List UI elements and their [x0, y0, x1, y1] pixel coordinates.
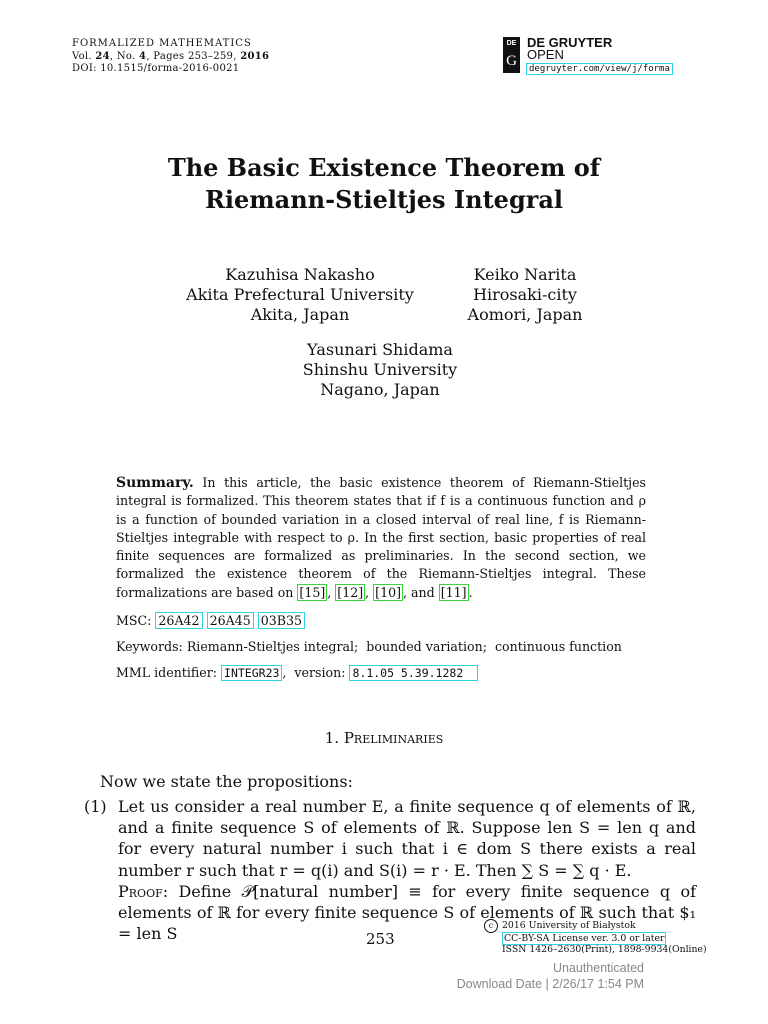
- journal-header: [72, 38, 269, 76]
- msc-label: MSC:: [116, 613, 152, 628]
- msc-line: [116, 613, 305, 629]
- page-number: 253: [366, 930, 395, 948]
- mml-version-label: , version:: [282, 665, 346, 680]
- proof-text: Define 𝒫[natural number] ≡ for every finite sequence q of elements of ℝ for every finite sequence S of elements of ℝ such that $₁ = len S: [118, 881, 696, 944]
- journal-name: FORMALIZED MATHEMATICS: [72, 38, 252, 49]
- author-affiliation: Shinshu University: [302, 360, 458, 379]
- summary-paragraph: [116, 474, 646, 602]
- publisher-url-link[interactable]: degruyter.com/view/j/forma: [526, 63, 673, 75]
- logo-de: DE: [506, 40, 517, 47]
- proof-label: Proof:: [118, 881, 169, 901]
- publisher-name-line2: OPEN: [527, 47, 564, 62]
- paper-title: [0, 152, 768, 216]
- license-link[interactable]: CC-BY-SA License ver. 3.0 or later: [504, 933, 665, 944]
- copyright-block: [484, 919, 707, 955]
- keywords-text: Riemann-Stieltjes integral; bounded variation; continuous function: [186, 639, 622, 654]
- author-block-1: [150, 265, 450, 325]
- copyright-line1: [484, 919, 707, 933]
- summary-text: In this article, the basic existence theorem of Riemann-Stieltjes integral is formalized. This theorem states that if f is a continuous function and ρ is a function of bounded variation in a closed interval of real line, f is Riemann-Stieltjes integrable with respect to ρ. In the first section, basic properties of real finite sequences are formalized as preliminaries. In the second section, we formalized the existence theorem of the Riemann-Stieltjes integral. These formalizations are based on: [116, 475, 646, 600]
- vol-number: 24: [95, 50, 110, 62]
- copyright-holder: 2016 University of Białystok: [502, 920, 636, 931]
- citation-link[interactable]: [11]: [440, 584, 467, 600]
- citation-link[interactable]: [10]: [375, 584, 402, 600]
- keywords-label: Keywords:: [116, 639, 183, 654]
- download-footer: [448, 960, 644, 992]
- page-range: , Pages 253–259,: [146, 50, 237, 62]
- msc-code-link[interactable]: 26A45: [207, 612, 254, 629]
- mml-line: [116, 665, 478, 681]
- msc-code-link[interactable]: 03B35: [258, 612, 305, 629]
- issn: ISSN 1426–2630(Print), 1898-9934(Online): [502, 944, 707, 955]
- section-number: 1.: [324, 729, 340, 747]
- author-name: Kazuhisa Nakasho: [225, 265, 375, 284]
- journal-volume-line: [72, 51, 269, 64]
- author-block-2: [425, 265, 625, 325]
- summary-label: Summary.: [116, 475, 194, 491]
- publisher-logo: [503, 37, 520, 73]
- logo-g: G: [506, 53, 517, 69]
- keywords-line: [116, 639, 622, 655]
- footer-download-date: Download Date | 2/26/17 1:54 PM: [456, 977, 644, 991]
- citation-link[interactable]: [15]: [299, 584, 326, 600]
- separator: ,: [365, 584, 374, 600]
- separator: , and: [403, 584, 439, 600]
- title-line2: Riemann-Stieltjes Integral: [204, 185, 564, 214]
- doi: DOI: 10.1515/forma-2016-0021: [72, 63, 240, 74]
- author-block-3: [230, 340, 530, 400]
- intro-sentence: Now we state the propositions:: [100, 772, 353, 791]
- proposition-number: (1): [84, 797, 107, 816]
- period: .: [468, 584, 473, 600]
- author-affiliation: Hirosaki-city: [473, 285, 577, 304]
- footer-status: Unauthenticated: [552, 961, 644, 975]
- mml-id-link[interactable]: INTEGR23: [221, 665, 282, 681]
- msc-code-link[interactable]: 26A42: [155, 612, 202, 629]
- author-name: Keiko Narita: [473, 265, 577, 284]
- section-title: Preliminaries: [343, 729, 444, 747]
- section-heading: [0, 729, 768, 747]
- year: 2016: [240, 50, 270, 62]
- mml-label: MML identifier:: [116, 665, 218, 680]
- no-prefix: , No.: [109, 50, 136, 62]
- mml-version-link[interactable]: 8.1.05 5.39.1282: [349, 665, 478, 681]
- vol-prefix: Vol.: [72, 50, 92, 62]
- publisher-name-line1: DE GRUYTER: [527, 35, 613, 50]
- author-name: Yasunari Shidama: [307, 340, 453, 359]
- publisher-name: [527, 37, 612, 61]
- citation-link[interactable]: [12]: [337, 584, 364, 600]
- separator: ,: [327, 584, 336, 600]
- author-affiliation: Akita Prefectural University: [186, 285, 414, 304]
- proposition-statement: Let us consider a real number E, a finite sequence q of elements of ℝ, and a finite sequence S of elements of ℝ. Suppose len S = len q and for every natural number i such that i ∈ dom S there exists a real number r such that r = q(i) and S(i) = r · E. Then ∑ S = ∑ q · E.: [118, 797, 696, 880]
- title-line1: The Basic Existence Theorem of: [167, 153, 601, 182]
- issue-number: 4: [139, 50, 147, 62]
- copyright-icon: c: [484, 919, 498, 933]
- author-location: Akita, Japan: [250, 305, 350, 324]
- author-location: Aomori, Japan: [467, 305, 583, 324]
- author-location: Nagano, Japan: [320, 380, 440, 399]
